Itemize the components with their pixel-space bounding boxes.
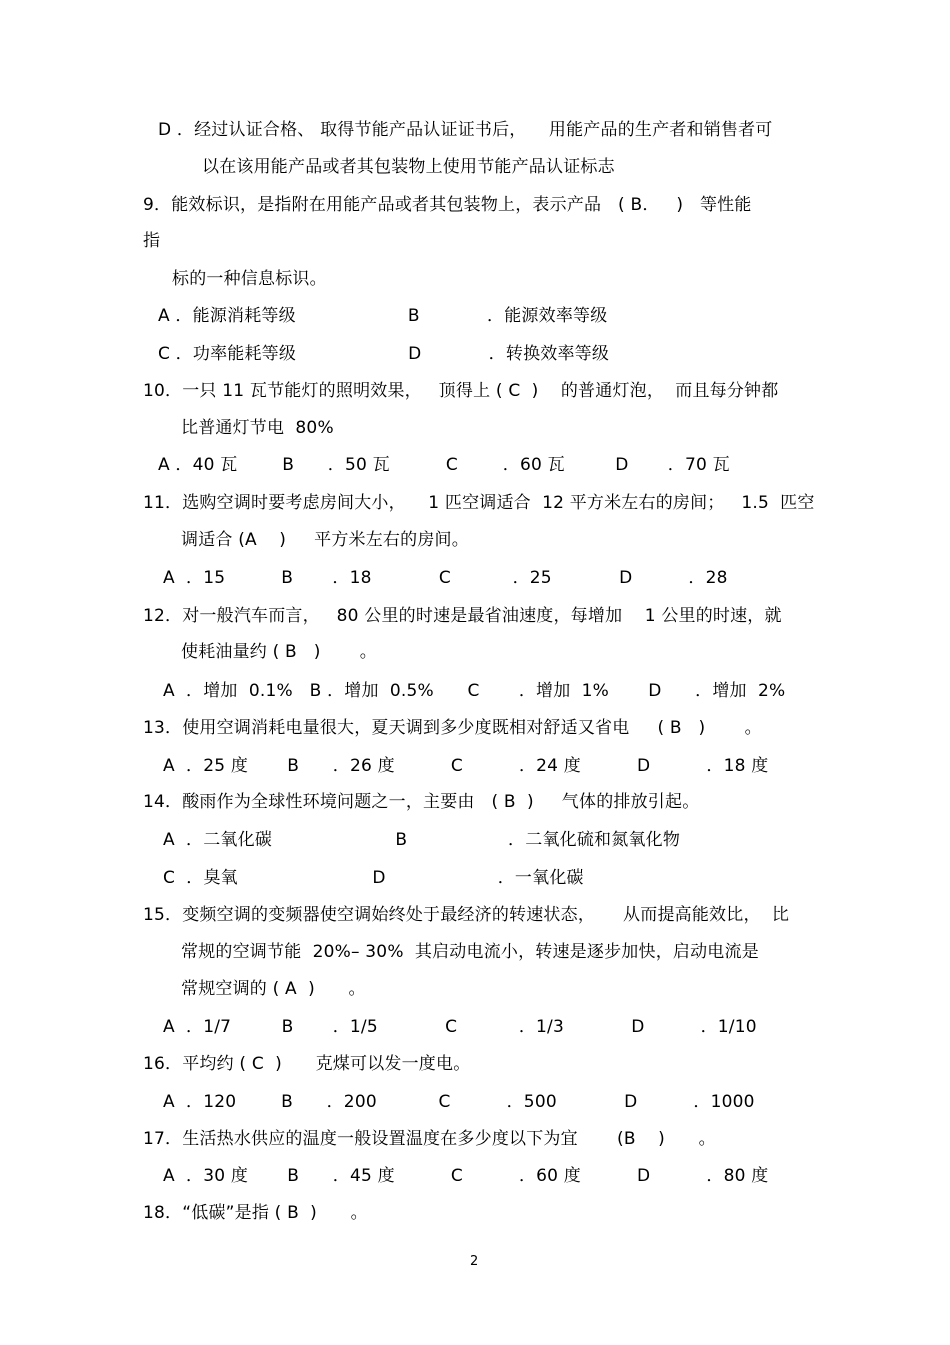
question-10: 10．一只 11 瓦节能灯的照明效果， 顶得上 ( C ) 的普通灯泡， 而且每分钟都: [143, 381, 779, 401]
option-line: A ．二氧化碳 B ．二氧化硫和氮氧化物: [163, 830, 681, 850]
text-line: 常规空调的 ( A ) 。: [181, 979, 366, 999]
option-line: A ．25 度 B ．26 度 C ．24 度 D ．18 度: [163, 756, 769, 776]
option-line: A ．30 度 B ．45 度 C ．60 度 D ．80 度: [163, 1166, 769, 1186]
question-13: 13．使用空调消耗电量很大，夏天调到多少度既相对舒适又省电 ( B ) 。: [143, 718, 762, 738]
option-line: A ．增加 0.1% B ．增加 0.5% C ．增加 1% D ．增加 2%: [163, 681, 786, 701]
text-line: D ．经过认证合格、 取得节能产品认证证书后， 用能产品的生产者和销售者可: [158, 120, 773, 140]
question-11: 11．选购空调时要考虑房间大小， 1 匹空调适合 12 平方米左右的房间； 1.5 匹空: [143, 493, 815, 513]
option-line: A ．15 B ．18 C ．25 D ．28: [163, 568, 728, 588]
text-line: 调适合 (A ) 平方米左右的房间。: [181, 530, 469, 550]
question-12: 12．对一般汽车而言， 80 公里的时速是最省油速度，每增加 1 公里的时速，就: [143, 606, 782, 626]
option-line: C ．臭氧 D ．一氧化碳: [163, 868, 584, 888]
question-14: 14．酸雨作为全球性环境问题之一，主要由 ( B ) 气体的排放引起。: [143, 792, 700, 812]
question-15: 15．变频空调的变频器使空调始终处于最经济的转速状态， 从而提高能效比， 比: [143, 905, 790, 925]
question-16: 16．平均约 ( C ) 克煤可以发一度电。: [143, 1054, 471, 1074]
option-line: C ．功率能耗等级 D ．转换效率等级: [158, 344, 610, 364]
text-line: 使耗油量约 ( B ) 。: [181, 642, 377, 662]
text-line: 9．能效标识，是指附在用能产品或者其包装物上，表示产品 ( B． ) 等性能: [143, 195, 752, 215]
question-18: 18．“低碳”是指 ( B ) 。: [143, 1203, 368, 1223]
option-line: A ．能源消耗等级 B ．能源效率等级: [158, 306, 608, 326]
option-line: A ．1/7 B ．1/5 C ．1/3 D ．1/10: [163, 1017, 757, 1037]
question-17: 17．生活热水供应的温度一般设置温度在多少度以下为宜 (B ) 。: [143, 1129, 716, 1149]
text-line: 常规的空调节能 20%– 30% 其启动电流小，转速是逐步加快，启动电流是: [181, 942, 759, 962]
option-line: A ．40 瓦 B ．50 瓦 C ．60 瓦 D ．70 瓦: [158, 455, 730, 475]
text-line: 以在该用能产品或者其包装物上使用节能产品认证标志: [202, 157, 615, 177]
text-line: 比普通灯节电 80%: [181, 418, 334, 438]
text-line: 指: [143, 231, 161, 251]
text-line: 标的一种信息标识。: [172, 269, 327, 289]
option-line: A ．120 B ．200 C ．500 D ．1000: [163, 1092, 755, 1112]
page-number: 2: [470, 1254, 479, 1269]
